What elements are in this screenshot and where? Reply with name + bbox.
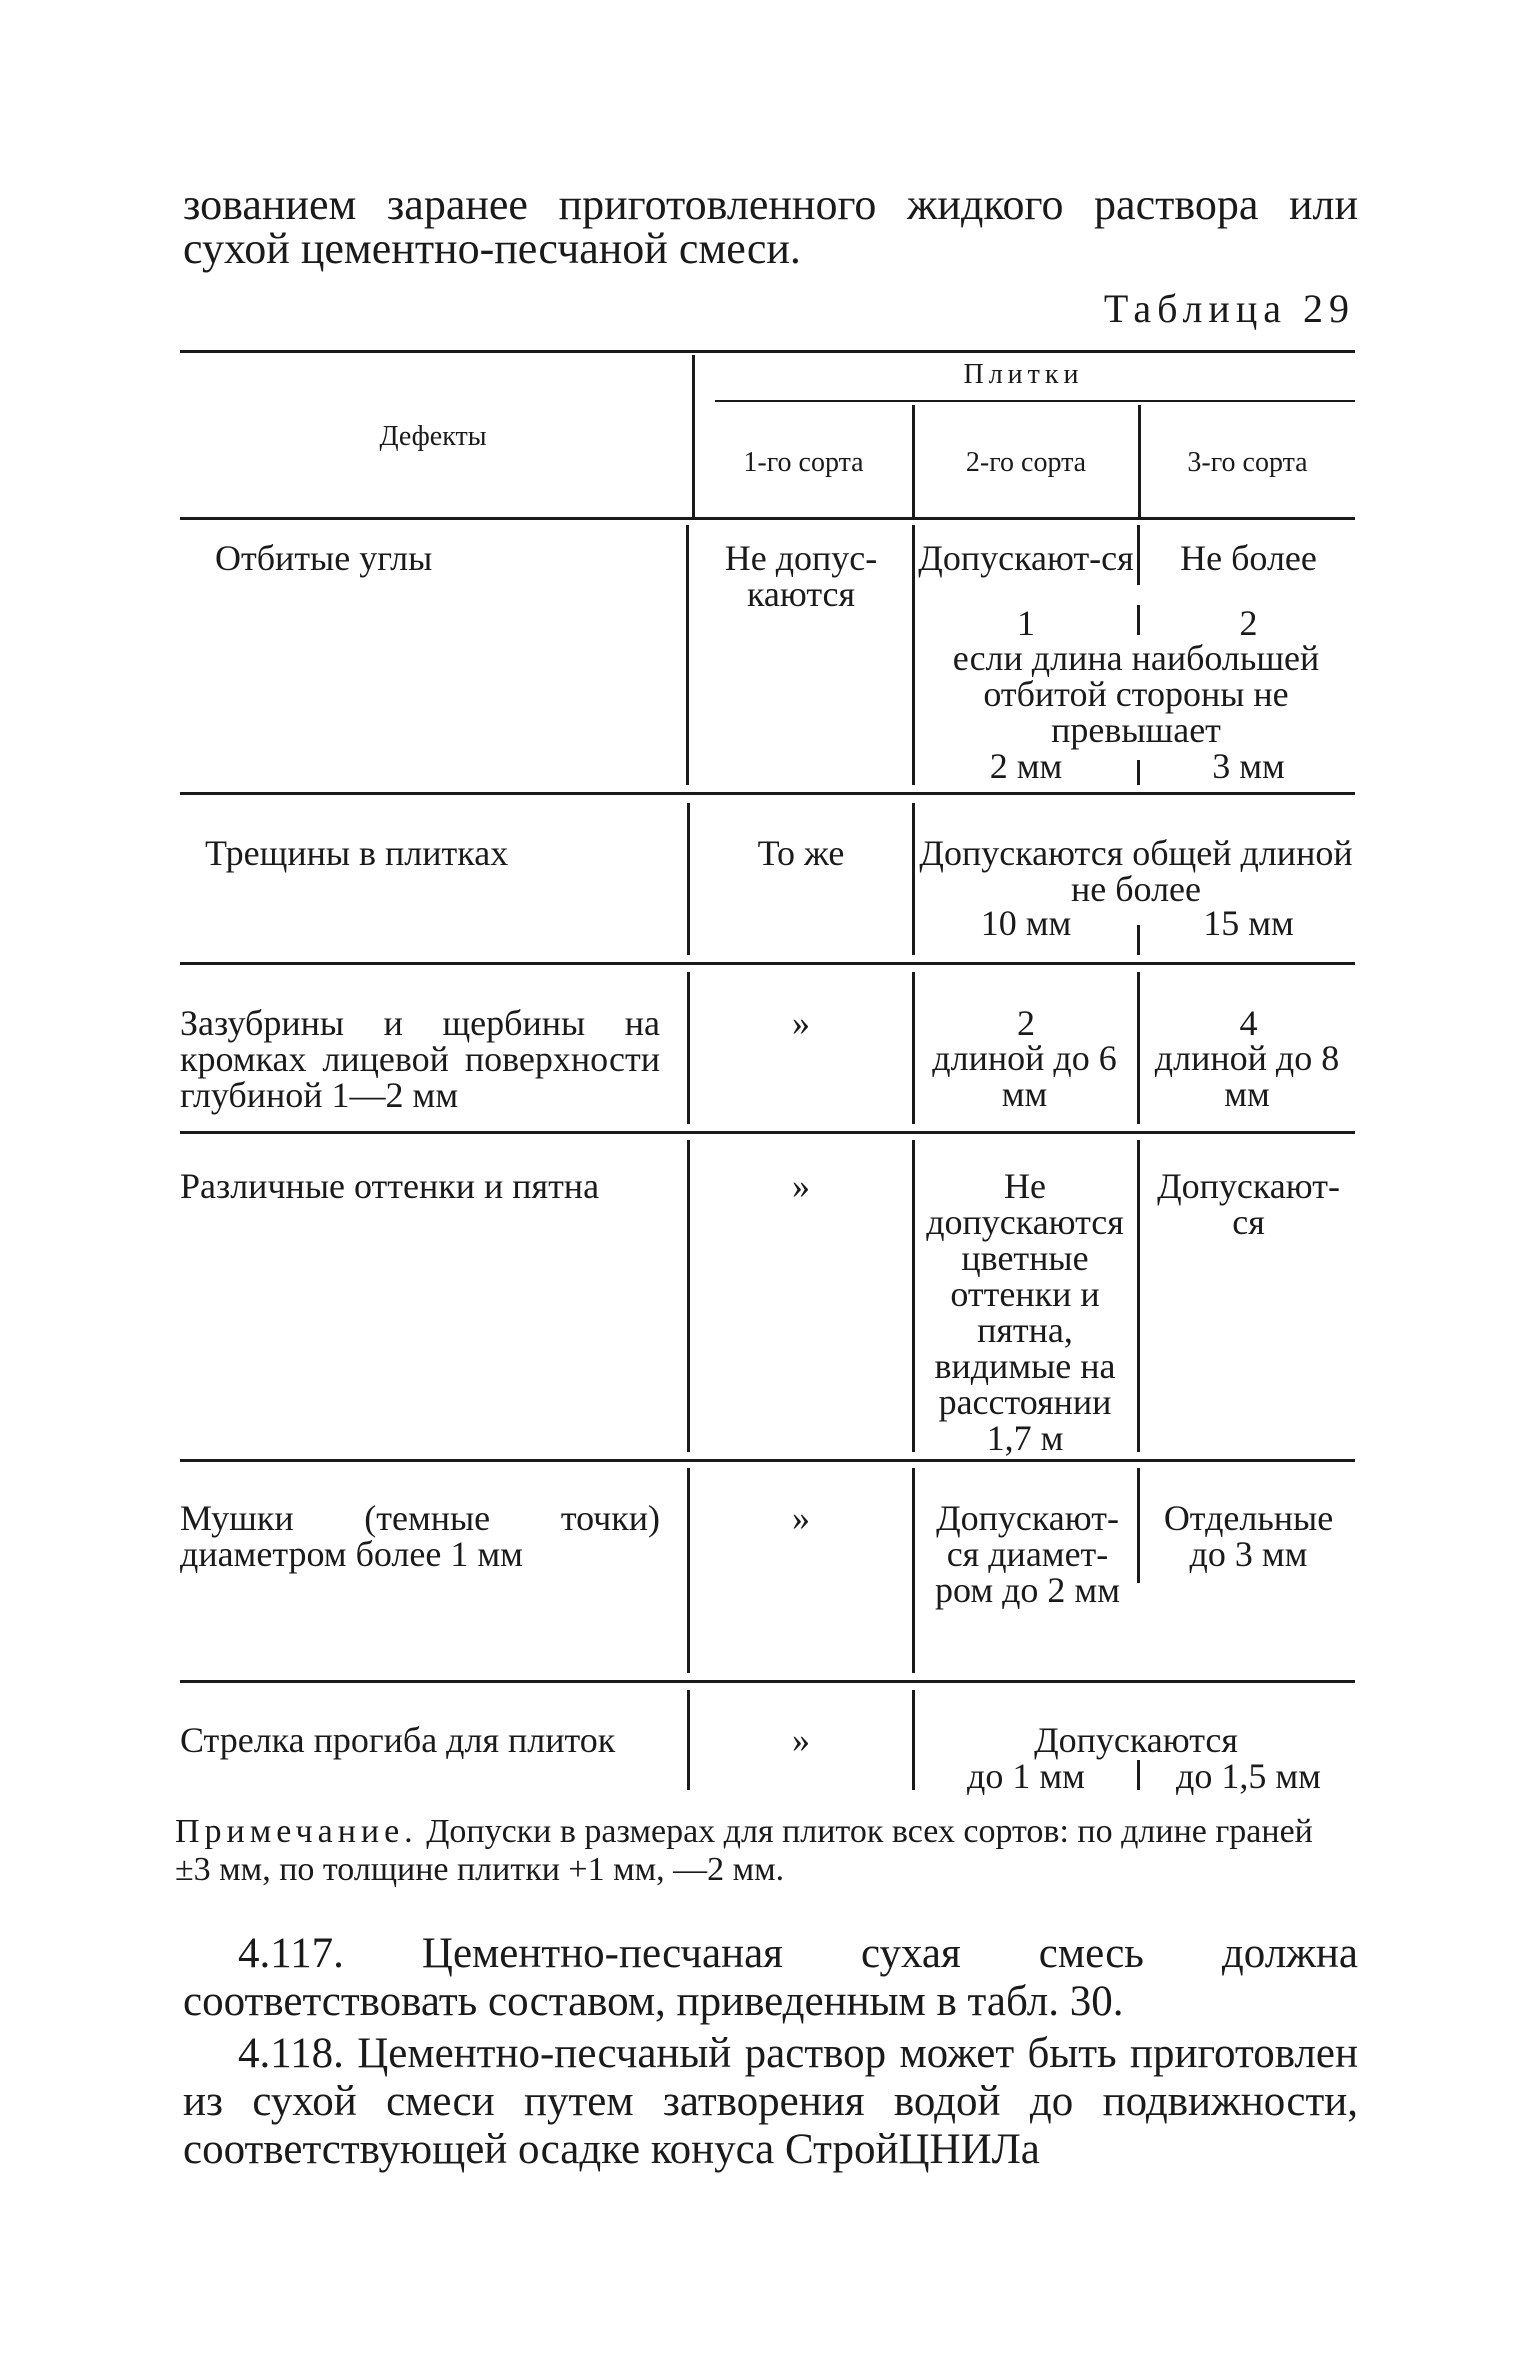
row-6-defect: Стрелка прогиба для плиток xyxy=(180,1720,616,1760)
row-4-grade-1: » xyxy=(792,1166,810,1206)
vrule xyxy=(912,972,915,1124)
vrule xyxy=(1137,760,1140,785)
row-2-defect: Трещины в плитках xyxy=(205,833,509,873)
vrule xyxy=(1137,525,1140,585)
intro-paragraph: зованием заранее приготовленного жидкого раствора или сухой цементно-песчаной смеси. xyxy=(183,180,1358,273)
paragraph-4-117: 4.117. Цементно-песчаная сухая смесь должна соответствовать составом, приведенным в табл. 30. xyxy=(183,1930,1358,2025)
row-3-grade-3-length: длиной до 8 мм xyxy=(1154,1038,1340,1114)
vrule xyxy=(687,1140,690,1452)
row-6-span: Допускаются xyxy=(1034,1720,1238,1760)
vrule xyxy=(687,1468,690,1673)
vrule xyxy=(1137,1760,1140,1790)
vrule xyxy=(1137,605,1140,635)
defects-table xyxy=(180,350,1355,1810)
vrule xyxy=(687,803,690,955)
row-1-grade-2: Допускают-ся xyxy=(918,538,1134,578)
row-4-grade-3: Допускают-ся xyxy=(1157,1166,1340,1242)
vrule xyxy=(912,1140,915,1452)
header-grade-3: 3-го сорта xyxy=(1187,447,1308,478)
vrule xyxy=(912,803,915,955)
row-rule-4 xyxy=(180,1459,1355,1462)
header-sub-rule xyxy=(715,400,1355,402)
header-defects: Дефекты xyxy=(379,421,487,452)
row-1-condition: если длина наибольшей отбитой стороны не превышает xyxy=(952,638,1320,750)
row-5-grade-2: Допускают-ся диамет-ром до 2 мм xyxy=(935,1498,1120,1610)
row-1-value-3: 3 мм xyxy=(1212,746,1285,786)
row-5-grade-1: » xyxy=(792,1498,810,1538)
note-label: Примечание. xyxy=(175,1813,418,1850)
row-rule-3 xyxy=(180,1131,1355,1134)
row-1-count-2: 1 xyxy=(1017,603,1035,643)
table-top-rule xyxy=(180,350,1355,353)
row-4-defect: Различные оттенки и пятна xyxy=(180,1166,600,1206)
vrule xyxy=(1137,1468,1140,1583)
table-note xyxy=(175,1813,1355,1889)
row-1-count-3: 2 xyxy=(1239,603,1258,643)
row-4-grade-2: Не допускаются цветные оттенки и пятна, видимые на расстоянии 1,7 м xyxy=(926,1166,1124,1458)
row-rule-2 xyxy=(180,962,1355,965)
header-bottom-rule xyxy=(180,517,1355,520)
vrule xyxy=(912,1690,915,1790)
header-tiles: Плитки xyxy=(963,359,1084,390)
paragraph-4-118: 4.118. Цементно-песчаный раствор может быть приготовлен из сухой смеси путем затворения водой до подвижности, соответствующей осадке конуса СтройЦНИЛа xyxy=(183,2030,1358,2173)
vrule xyxy=(912,1468,915,1673)
row-3-grade-1: » xyxy=(792,1003,810,1043)
table-title: Таблица 29 xyxy=(1103,286,1355,331)
row-2-value-3: 15 мм xyxy=(1203,903,1294,943)
row-1-grade-1: Не допус-каются xyxy=(724,538,878,614)
vrule xyxy=(1137,925,1140,955)
row-6-value-2: до 1 мм xyxy=(967,1756,1085,1796)
row-2-grade-1: То же xyxy=(757,833,845,873)
header-grade-2: 2-го сорта xyxy=(965,447,1087,478)
vrule xyxy=(912,525,915,785)
row-3-grade-3-count: 4 xyxy=(1239,1003,1258,1043)
row-5-grade-3: Отдельные до 3 мм xyxy=(1163,1498,1334,1574)
row-6-grade-1: » xyxy=(792,1720,810,1760)
row-6-value-3: до 1,5 мм xyxy=(1176,1756,1321,1796)
row-2-value-2: 10 мм xyxy=(980,903,1072,943)
header-grade-1: 1-го сорта xyxy=(743,447,864,478)
vrule xyxy=(1137,972,1140,1124)
vrule xyxy=(687,1690,690,1790)
vrule xyxy=(687,972,690,1124)
row-3-defect: Зазубрины и щербины на кромках лицевой поверхности глубиной 1—2 мм xyxy=(180,1003,660,1115)
row-1-grade-3: Не более xyxy=(1180,538,1317,578)
row-3-grade-2-length: длиной до 6 мм xyxy=(932,1038,1117,1114)
note-text: Допуски в размерах для плиток всех сортов: по длине граней ±3 мм, по толщине плитки +1 мм, —2 мм. xyxy=(175,1813,1313,1888)
row-1-value-2: 2 мм xyxy=(989,746,1063,786)
vrule xyxy=(686,525,689,785)
row-5-defect: Мушки (темные точки) диаметром более 1 мм xyxy=(180,1498,660,1574)
vrule xyxy=(1137,1140,1140,1452)
row-rule-1 xyxy=(180,792,1355,795)
row-2-span: Допускаются общей длиной не более xyxy=(919,833,1353,909)
row-rule-5 xyxy=(180,1680,1355,1683)
row-3-grade-2-count: 2 xyxy=(1017,1003,1035,1043)
row-1-defect: Отбитые углы xyxy=(215,538,433,578)
